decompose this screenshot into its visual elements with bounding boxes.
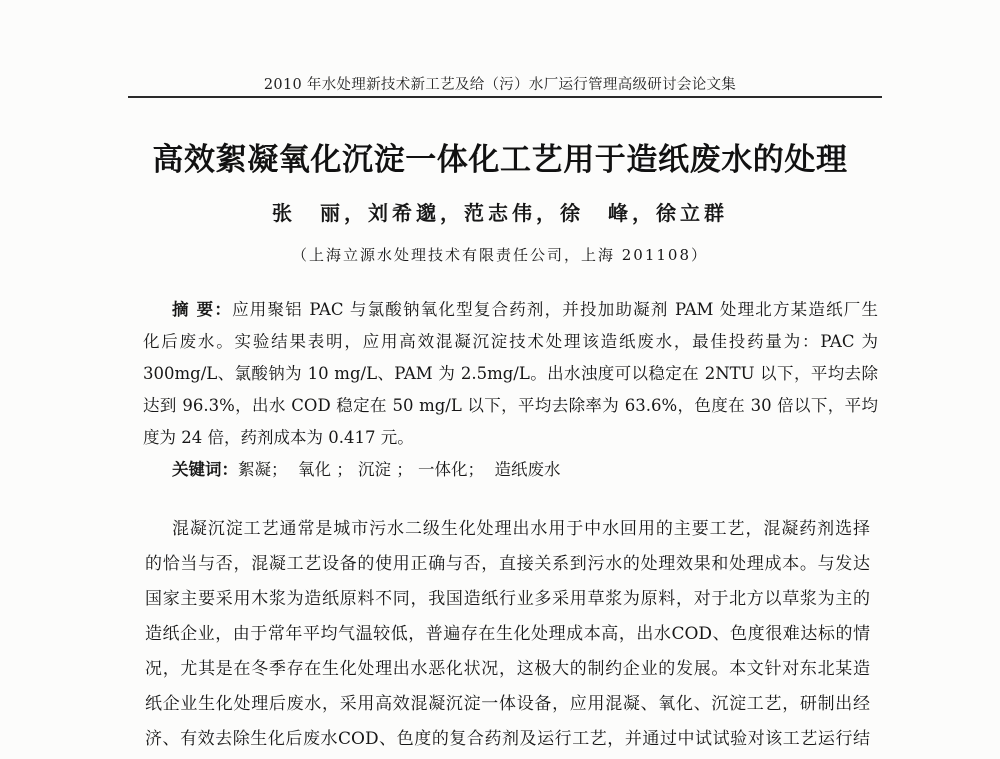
body-paragraph xyxy=(145,512,870,757)
keywords xyxy=(172,454,872,486)
body-line: 的恰当与否，混凝工艺设备的使用正确与否，直接关系到污水的处理效果和处理成本。与发达 xyxy=(145,554,870,574)
paper-title: 高效絮凝氧化沉淀一体化工艺用于造纸废水的处理 xyxy=(152,142,848,178)
affiliation: （上海立源水处理技术有限责任公司，上海 201108） xyxy=(291,246,709,264)
body-line: 济、有效去除生化后废水COD、色度的复合药剂及运行工艺，并通过中试试验对该工艺运行结 xyxy=(145,729,870,749)
abstract-line: 度为 24 倍，药剂成本为 0.417 元。 xyxy=(143,428,414,447)
abstract xyxy=(143,294,878,454)
author-list: 张 丽，刘希邈，范志伟，徐 峰，徐立群 xyxy=(272,201,728,225)
keywords-label: 关键词： xyxy=(172,460,238,479)
abstract-line: 达到 96.3%，出水 COD 稳定在 50 mg/L 以下，平均去除率为 63.6%，色度在 30 倍以下，平均 xyxy=(143,396,878,415)
body-line: 造纸企业，由于常年平均气温较低，普遍存在生化处理成本高，出水COD、色度很难达标的情 xyxy=(145,624,870,644)
body-line: 况，尤其是在冬季存在生化处理出水恶化状况，这极大的制约企业的发展。本文针对东北某造 xyxy=(145,659,870,679)
body-line: 混凝沉淀工艺通常是城市污水二级生化处理出水用于中水回用的主要工艺，混凝药剂选择 xyxy=(172,519,870,539)
abstract-line: 300mg/L、氯酸钠为 10 mg/L、PAM 为 2.5mg/L。出水浊度可以稳定在 2NTU 以下，平均去除 xyxy=(143,364,878,383)
abstract-label: 摘 要： xyxy=(172,300,233,319)
keywords-text: 絮凝； 氧化 ； 沉淀 ； 一体化； 造纸废水 xyxy=(238,460,561,479)
abstract-line: 化后废水。实验结果表明，应用高效混凝沉淀技术处理该造纸废水，最佳投药量为：PAC 为 xyxy=(143,332,878,351)
header-rule xyxy=(128,96,882,98)
abstract-line-text: 应用聚铝 PAC 与氯酸钠氧化型复合药剂，并投加助凝剂 PAM 处理北方某造纸厂生 xyxy=(232,300,878,319)
body-line: 纸企业生化处理后废水，采用高效混凝沉淀一体设备，应用混凝、氧化、沉淀工艺，研制出经 xyxy=(145,694,870,714)
body-line: 国家主要采用木浆为造纸原料不同，我国造纸行业多采用草浆为原料，对于北方以草浆为主的 xyxy=(145,589,870,609)
abstract-line xyxy=(143,294,878,326)
running-header: 2010 年水处理新技术新工艺及给（污）水厂运行管理高级研讨会论文集 xyxy=(263,77,737,93)
